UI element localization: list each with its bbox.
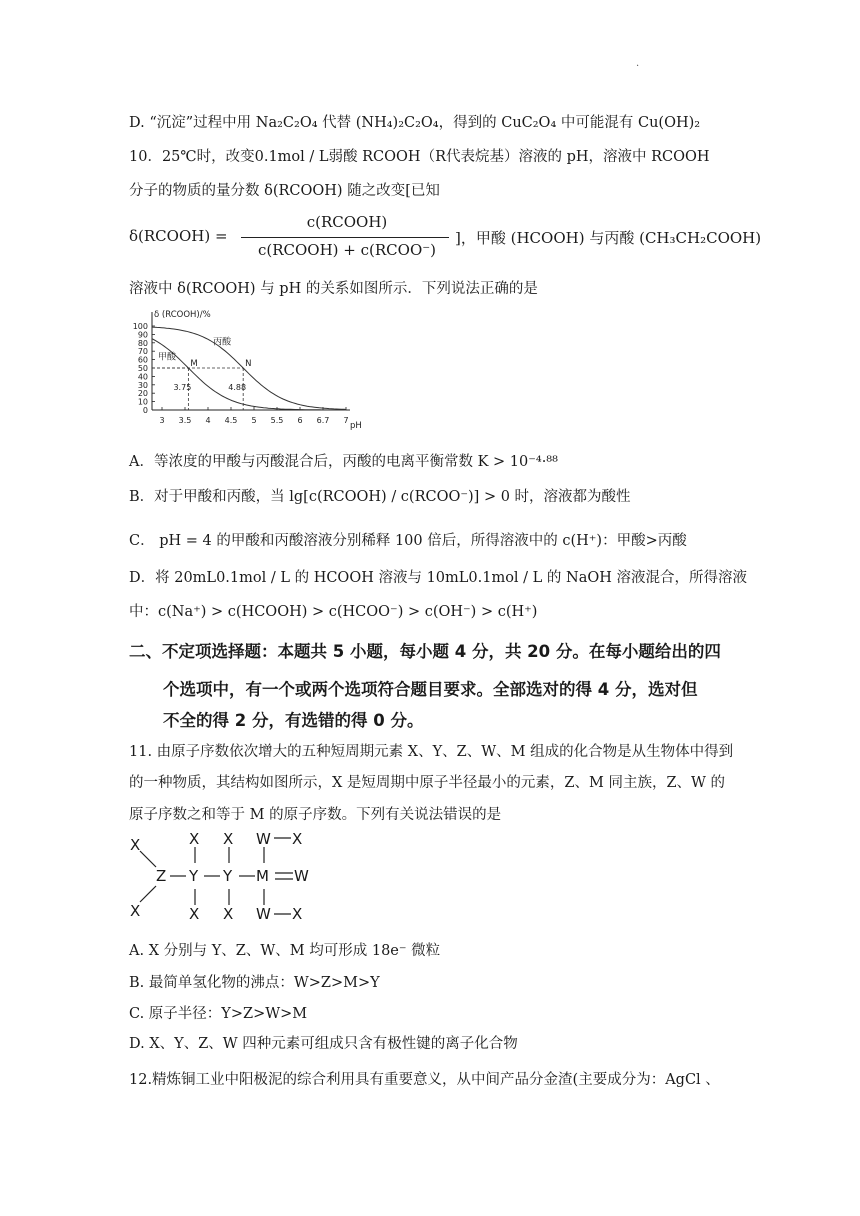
q10-stem-line2: 分子的物质的量分数 δ(RCOOH) 随之改变[已知: [129, 183, 440, 199]
atom-w: W: [256, 830, 271, 848]
q9-option-d: D. “沉淀”过程中用 Na₂C₂O₄ 代替 (NH₄)₂C₂O₄，得到的 CuC₂O₄ 中可能混有 Cu(OH)₂: [129, 115, 701, 131]
x-tick-label: 5: [251, 416, 257, 425]
atom-x: X: [189, 830, 200, 848]
atom-w: W: [294, 867, 309, 885]
y-axis-label: δ (RCOOH)/%: [154, 310, 211, 320]
atom-w: W: [256, 905, 271, 923]
delta-ph-chart: [128, 308, 362, 438]
x-axis-label: pH: [350, 421, 362, 431]
x-tick-label: 6: [297, 416, 303, 425]
formula-lhs: δ(RCOOH) =: [129, 227, 228, 245]
y-tick-label: 30: [137, 380, 148, 390]
chart-axes: [152, 310, 362, 431]
y-tick-label: 0: [142, 406, 148, 415]
atom-x: X: [292, 830, 303, 848]
x-tick-label: 6.7: [316, 416, 330, 425]
q10-option-c: C． pH = 4 的甲酸和丙酸溶液分别稀释 100 倍后，所得溶液中的 c(H⁺)：甲酸>丙酸: [129, 533, 687, 549]
q10-option-b: B．对于甲酸和丙酸，当 lg[c(RCOOH) / c(RCOO⁻)] > 0 时，溶液都为酸性: [129, 489, 631, 505]
formula-rhs: ]，甲酸 (HCOOH) 与丙酸 (CH₃CH₂COOH): [455, 229, 762, 247]
y-tick-label: 100: [132, 322, 148, 331]
atom-y: Y: [223, 867, 233, 885]
x-tick-label: 7: [343, 416, 349, 425]
atom-m: M: [256, 867, 269, 885]
q11-option-d: D. X、Y、Z、W 四种元素可组成只含有极性键的离子化合物: [129, 1036, 518, 1052]
q10-stem-line1: 10．25℃时，改变0.1mol / L弱酸 RCOOH（R代表烷基）溶液的 pH，溶液中 RCOOH: [129, 149, 710, 165]
point-x-label: 4.88: [228, 383, 247, 392]
q11-option-b: B. 最简单氢化物的沸点：W>Z>M>Y: [129, 975, 380, 991]
q10-option-a: A．等浓度的甲酸与丙酸混合后，丙酸的电离平衡常数 K > 10⁻⁴·⁸⁸: [129, 454, 558, 470]
q12-stem-line1: 12.精炼铜工业中阳极泥的综合利用具有重要意义，从中间产品分金渣(主要成分为：AgCl 、: [129, 1072, 720, 1088]
y-tick-label: 10: [137, 397, 148, 407]
q10-option-d-line2: 中：c(Na⁺) > c(HCOOH) > c(HCOO⁻) > c(OH⁻) > c(H⁺): [129, 604, 538, 620]
y-tick-label: 50: [137, 364, 148, 373]
series-label: 丙酸: [213, 337, 232, 348]
atom-x: X: [292, 905, 303, 923]
y-tick-label: 90: [137, 330, 148, 340]
q10-option-d-line1: D．将 20mL0.1mol / L 的 HCOOH 溶液与 10mL0.1mol / L 的 NaOH 溶液混合，所得溶液: [129, 570, 747, 586]
section2-heading-line3: 不全的得 2 分，有选错的得 0 分。: [163, 711, 424, 730]
atom-x: X: [130, 902, 141, 920]
q11-option-c: C. 原子半径：Y>Z>W>M: [129, 1006, 308, 1022]
formula-denominator: c(RCOOH) + c(RCOO⁻): [257, 241, 437, 259]
point-label: N: [245, 359, 252, 369]
atom-x: X: [223, 830, 234, 848]
y-tick-label: 60: [137, 355, 148, 365]
q11-option-a: A. X 分别与 Y、Z、W、M 均可形成 18e⁻ 微粒: [129, 943, 441, 959]
atom-x: X: [223, 905, 234, 923]
y-tick-label: 40: [137, 372, 148, 382]
atom-x: X: [189, 905, 200, 923]
section2-heading-line1: 二、不定项选择题：本题共 5 小题，每小题 4 分，共 20 分。在每小题给出的四: [129, 642, 721, 661]
atom-y: Y: [189, 867, 199, 885]
point-x-label: 3.75: [173, 383, 192, 392]
formula-numerator: c(RCOOH): [306, 213, 388, 231]
point-label: M: [190, 359, 198, 369]
y-tick-label: 80: [137, 338, 148, 348]
atom-x: X: [130, 836, 141, 854]
series-label: 甲酸: [158, 352, 177, 363]
x-tick-label: 3: [159, 416, 165, 425]
section2-heading-line2: 个选项中，有一个或两个选项符合题目要求。全部选对的得 4 分，选对但: [163, 680, 698, 699]
q11-stem-line3: 原子序数之和等于 M 的原子序数。下列有关说法错误的是: [129, 807, 502, 823]
q11-stem-line1: 11. 由原子序数依次增大的五种短周期元素 X、Y、Z、W、M 组成的化合物是从生物体中得到: [129, 744, 734, 760]
x-tick-label: 4: [205, 416, 211, 425]
q10-stem-line3: 溶液中 δ(RCOOH) 与 pH 的关系如图所示．下列说法正确的是: [129, 281, 538, 297]
q11-stem-line2: 的一种物质，其结构如图所示，X 是短周期中原子半径最小的元素，Z、M 同主族，Z、W 的: [129, 775, 726, 791]
x-tick-label: 3.5: [178, 416, 192, 425]
x-tick-label: 4.5: [224, 416, 238, 425]
molecule-structure: [128, 826, 328, 926]
page-mark: .: [636, 58, 640, 69]
y-tick-label: 70: [137, 347, 148, 357]
fraction-bar: [241, 237, 449, 238]
y-tick-label: 20: [137, 389, 148, 399]
x-tick-label: 5.5: [270, 416, 284, 425]
atom-z: Z: [156, 867, 167, 885]
